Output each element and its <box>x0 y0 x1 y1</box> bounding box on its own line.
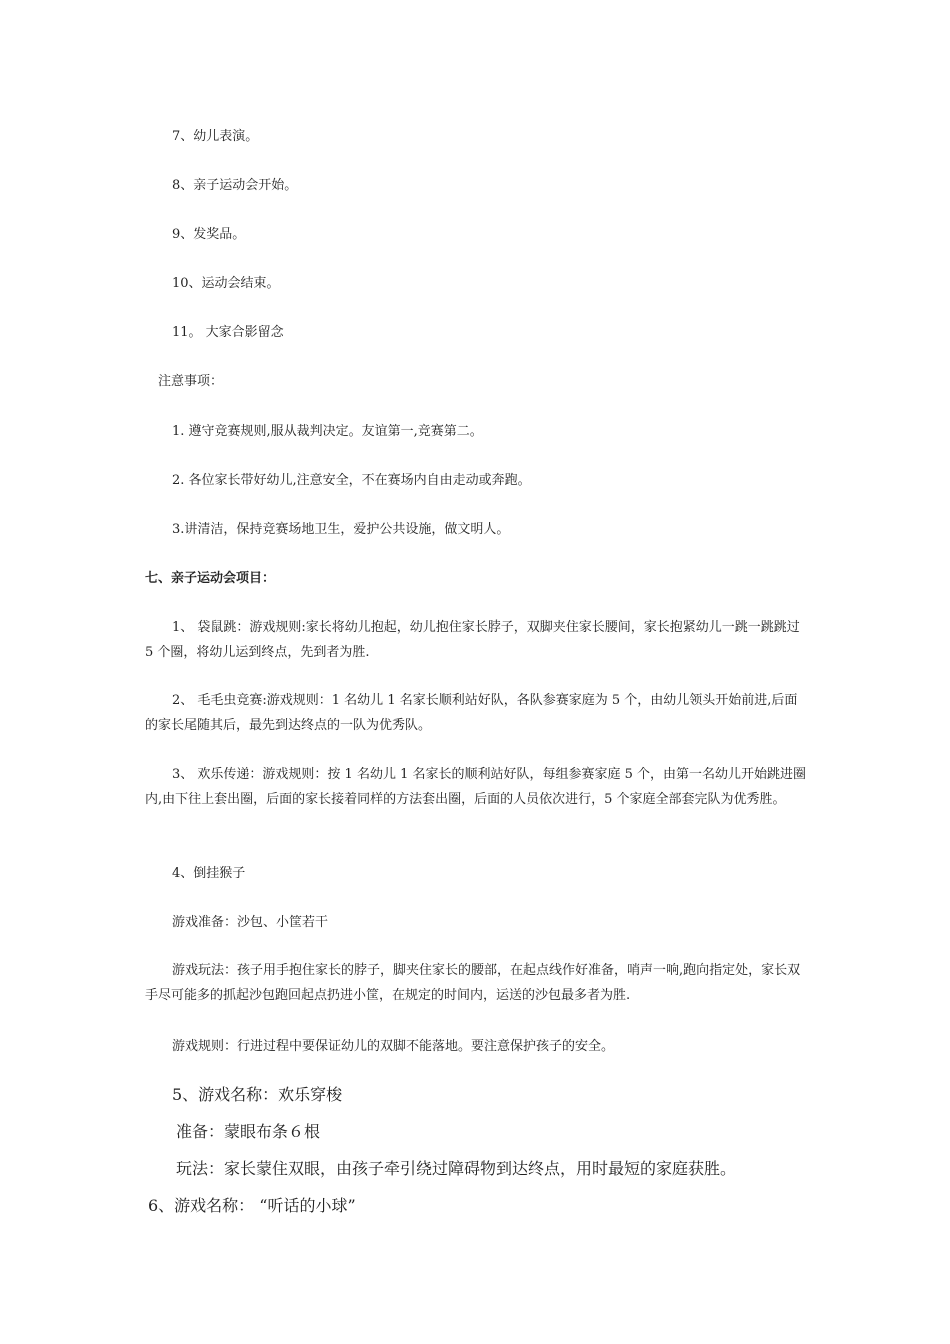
note-item-3: 3.讲清洁，保持竞赛场地卫生，爱护公共设施，做文明人。 <box>172 522 510 537</box>
game-4-prep: 游戏准备：沙包、小筐若干 <box>172 915 329 930</box>
game-4-play: 游戏玩法：孩子用手抱住家长的脖子，脚夹住家长的腰部，在起点线作好准备，哨声一响,跑向指定处，家长双手尽可能多的抓起沙包跑回起点扔进小筐，在规定的时间内，运送的沙包最多者为胜. <box>145 963 801 1003</box>
game-4-rule: 游戏规则：行进过程中要保证幼儿的双脚不能落地。要注意保护孩子的安全。 <box>172 1039 615 1054</box>
game-item-3: 3、 欢乐传递：游戏规则：按 1 名幼儿 1 名家长的顺利站好队，每组参赛家庭 5 个，由第一名幼儿开始跳进圈内,由下往上套出圈，后面的家长接着同样的方法套出圈，后面的人员依次进行，5 个家庭全部套完队为优秀胜。 <box>145 767 807 807</box>
program-item-10: 10、运动会结束。 <box>172 276 280 291</box>
game-6-title: 6、游戏名称： “听话的小球” <box>148 1196 356 1215</box>
program-item-9: 9、发奖品。 <box>172 227 246 242</box>
game-5-title: 5、游戏名称：欢乐穿梭 <box>172 1085 343 1104</box>
game-4-title: 4、倒挂猴子 <box>172 866 246 881</box>
game-5-play: 玩法：家长蒙住双眼，由孩子牵引绕过障碍物到达终点，用时最短的家庭获胜。 <box>176 1159 737 1178</box>
game-item-1: 1、 袋鼠跳：游戏规则:家长将幼儿抱起，幼儿抱住家长脖子，双脚夹住家长腰间，家长抱紧幼儿一跳一跳跳过 5 个圈，将幼儿运到终点，先到者为胜. <box>145 620 800 660</box>
program-item-11: 11。 大家合影留念 <box>172 325 284 340</box>
note-item-1: 1. 遵守竞赛规则,服从裁判决定。友谊第一,竞赛第二。 <box>172 424 483 439</box>
game-5-prep: 准备：蒙眼布条６根 <box>176 1122 321 1141</box>
notes-heading: 注意事项： <box>158 374 224 389</box>
note-item-2: 2. 各位家长带好幼儿,注意安全，不在赛场内自由走动或奔跑。 <box>172 473 531 488</box>
program-item-7: 7、幼儿表演。 <box>172 129 259 144</box>
section-heading: 七、亲子运动会项目： <box>145 571 276 586</box>
program-item-8: 8、亲子运动会开始。 <box>172 178 298 193</box>
game-item-2: 2、 毛毛虫竞赛:游戏规则：1 名幼儿 1 名家长顺利站好队，各队参赛家庭为 5 个，由幼儿领头开始前进,后面的家长尾随其后，最先到达终点的一队为优秀队。 <box>145 693 798 733</box>
